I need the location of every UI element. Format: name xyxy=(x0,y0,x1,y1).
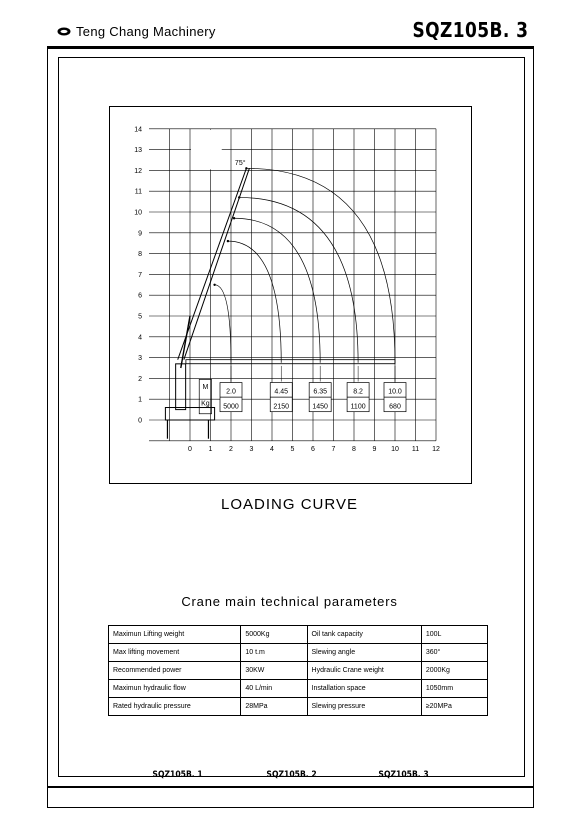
brand-name: Teng Chang Machinery xyxy=(76,24,216,39)
x-tick-label: 1 xyxy=(208,445,213,453)
load-weight-label: 2150 xyxy=(273,403,290,411)
y-tick-label: 7 xyxy=(138,271,142,279)
y-tick-label: 1 xyxy=(138,396,142,404)
boom-raised-inner xyxy=(184,168,250,359)
params-row xyxy=(109,698,488,716)
boom-tip-point xyxy=(227,240,229,242)
boom-horizontal xyxy=(186,360,395,364)
y-tick-label: 10 xyxy=(134,209,142,217)
load-weight-label: 680 xyxy=(389,403,401,411)
param-label: Hydraulic Crane weight xyxy=(307,662,421,680)
x-tick-label: 4 xyxy=(270,445,274,453)
param-value: 28MPa xyxy=(241,698,307,716)
y-tick-label: 8 xyxy=(138,251,142,259)
load-arc xyxy=(234,218,320,363)
footer-item-1: SQZ105B. 1 xyxy=(152,770,203,780)
y-tick-label: 3 xyxy=(138,355,142,363)
load-weight-label: 1450 xyxy=(312,403,328,411)
param-label: Oil tank capacity xyxy=(307,626,421,644)
load-radius-label: 8.2 xyxy=(353,388,363,396)
loading-curve-chart xyxy=(109,106,472,484)
load-radius-label: 2.0 xyxy=(226,388,236,396)
param-value: 100L xyxy=(421,626,487,644)
param-label: Maximun Lifting weight xyxy=(109,626,241,644)
y-tick-label: 0 xyxy=(138,417,142,425)
load-weight-label: 1100 xyxy=(350,403,366,411)
param-value: 2000Kg xyxy=(421,662,487,680)
load-radius-label: 4.45 xyxy=(274,388,289,396)
param-label: Recommended power xyxy=(109,662,241,680)
x-tick-label: 7 xyxy=(331,445,336,453)
x-tick-label: 10 xyxy=(391,445,399,453)
x-tick-label: 2 xyxy=(229,445,233,453)
x-tick-label: 8 xyxy=(352,445,356,453)
brand xyxy=(57,24,216,39)
param-label: Installation space xyxy=(307,680,421,698)
y-tick-label: 14 xyxy=(134,126,142,134)
page-header xyxy=(47,18,534,48)
y-tick-label: 12 xyxy=(134,167,142,175)
params-row xyxy=(109,626,488,644)
boom-angle-label: 75° xyxy=(234,160,246,168)
brand-logo-icon xyxy=(57,27,71,36)
param-value: ≥20MPa xyxy=(421,698,487,716)
load-radius-label: 6.35 xyxy=(313,388,327,396)
load-arc xyxy=(246,168,395,362)
x-tick-label: 9 xyxy=(372,445,377,453)
params-row xyxy=(109,662,488,680)
y-tick-label: 9 xyxy=(138,230,142,238)
x-tick-label: 5 xyxy=(290,445,295,453)
row-label-radius: M xyxy=(202,383,209,391)
param-label: Slewing angle xyxy=(307,644,421,662)
param-value: 40 L/min xyxy=(241,680,307,698)
x-tick-label: 0 xyxy=(188,445,192,453)
crane-column xyxy=(176,364,186,410)
param-label: Max lifting movement xyxy=(109,644,241,662)
x-tick-label: 3 xyxy=(249,445,254,453)
footer-item-2: SQZ105B. 2 xyxy=(266,770,317,780)
boom-cylinder xyxy=(181,316,190,368)
param-label: Slewing pressure xyxy=(307,698,421,716)
param-value: 5000Kg xyxy=(241,626,307,644)
param-label: Maximun hydraulic flow xyxy=(109,680,241,698)
y-tick-label: 13 xyxy=(134,147,142,155)
param-value: 30KW xyxy=(241,662,307,680)
boom-tip-point xyxy=(213,284,215,286)
grid-blank xyxy=(191,130,222,170)
loading-curve-title: LOADING CURVE xyxy=(221,496,358,513)
y-tick-label: 4 xyxy=(138,334,142,342)
params-row xyxy=(109,644,488,662)
y-tick-label: 5 xyxy=(138,313,142,321)
load-weight-label: 5000 xyxy=(223,403,239,411)
param-label: Rated hydraulic pressure xyxy=(109,698,241,716)
load-radius-label: 10.0 xyxy=(388,388,402,396)
model-number: SQZ105B. 3 xyxy=(412,18,528,42)
y-tick-label: 11 xyxy=(134,188,142,196)
y-tick-label: 2 xyxy=(138,375,142,383)
param-value: 360° xyxy=(421,644,487,662)
params-row xyxy=(109,680,488,698)
row-label-load: Kg xyxy=(201,400,210,408)
load-arc xyxy=(239,197,358,362)
load-arc xyxy=(228,241,281,363)
y-tick-label: 6 xyxy=(138,292,142,300)
boom-tip-point xyxy=(233,217,235,219)
params-table xyxy=(108,625,488,716)
params-title: Crane main technical parameters xyxy=(181,594,398,609)
x-tick-label: 11 xyxy=(411,445,420,453)
param-value: 10 t.m xyxy=(241,644,307,662)
x-tick-label: 6 xyxy=(311,445,315,453)
x-tick-label: 12 xyxy=(432,445,440,453)
param-value: 1050mm xyxy=(421,680,487,698)
footer-item-3: SQZ105B. 3 xyxy=(378,770,429,780)
load-arc xyxy=(215,285,231,363)
footer-divider xyxy=(47,786,534,788)
